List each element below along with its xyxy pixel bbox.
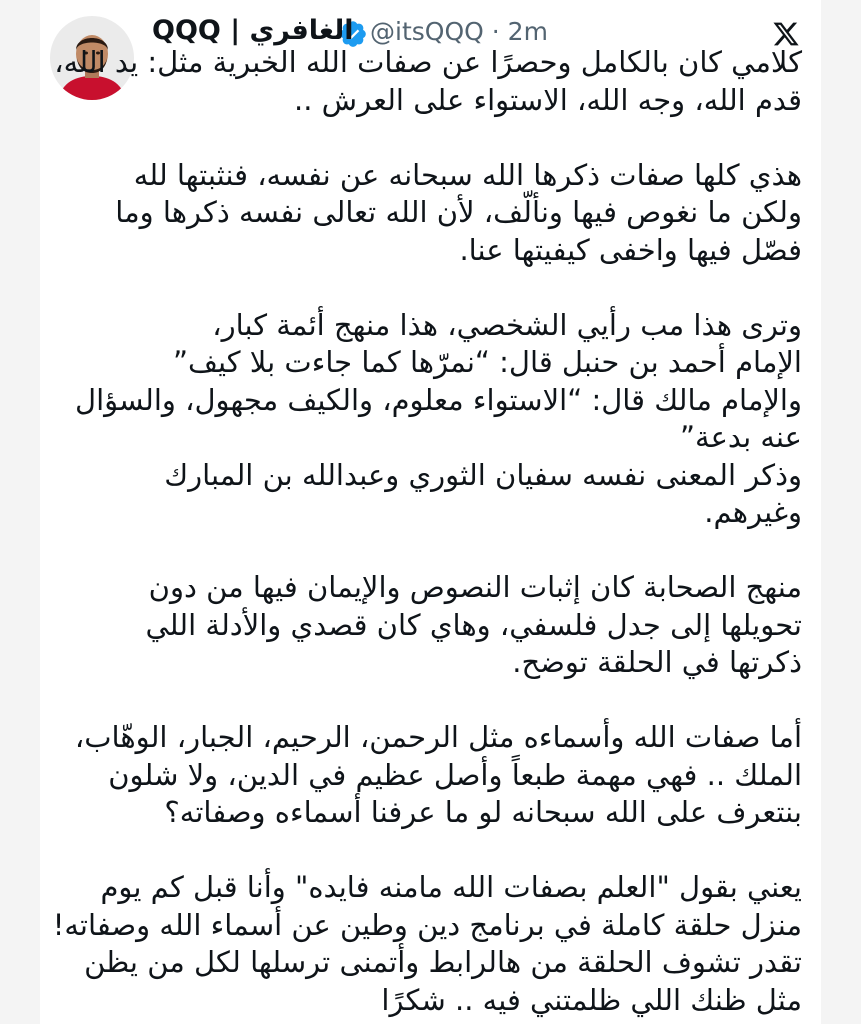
meta-separator: · (491, 17, 500, 46)
tweet-text (52, 44, 802, 1019)
author-display-name[interactable]: QQQ | الغافري (152, 15, 354, 46)
tweet-meta (370, 17, 548, 46)
tweet-line: الملك .. فهي مهمة طبعاً وأصل عظيم في الدين، ولا شلون (108, 757, 802, 792)
tweet-line: منزل حلقة كاملة في برنامج دين وطين عن أسماء الله وصفاته! (52, 907, 802, 942)
tweet-line: الإمام أحمد بن حنبل قال: “نمرّها كما جاءت بلا كيف” (172, 345, 802, 379)
tweet-card (40, 0, 821, 1024)
tweet-line: أما صفات الله وأسماءه مثل الرحمن، الرحيم، الجبار، الوهّاب، (74, 720, 802, 754)
tweet-line: والإمام مالك قال: “الاستواء معلوم، والكيف مجهول، والسؤال (75, 382, 802, 417)
tweet-line: وترى هذا مب رأيي الشخصي، هذا منهج أئمة كبار، (212, 307, 802, 342)
tweet-line: بنتعرف على الله سبحانه لو ما عرفنا أسماءه وصفاته؟ (164, 795, 802, 829)
tweet-line: هذي كلها صفات ذكرها الله سبحانه عن نفسه، فنثبتها لله (133, 157, 802, 192)
paragraph-gap (152, 682, 802, 720)
paragraph-gap (152, 532, 802, 570)
tweet-line: فصّل فيها واخفى كيفيتها عنا. (459, 232, 802, 267)
tweet-line: ذكرتها في الحلقة توضح. (512, 645, 802, 679)
paragraph-gap (152, 832, 802, 870)
tweet-line: تحويلها إلى جدل فلسفي، وهاي كان قصدي والأدلة اللي (145, 607, 802, 642)
tweet-line: منهج الصحابة كان إثبات النصوص والإيمان فيها من دون (148, 570, 802, 604)
paragraph-gap (152, 119, 802, 157)
tweet-line: وذكر المعنى نفسه سفيان الثوري وعبدالله بن المبارك (164, 457, 802, 492)
tweet-line: يعني بقول "العلم بصفات الله مامنه فايده" وأنا قبل كم يوم (100, 870, 802, 904)
tweet-line: عنه بدعة” (680, 420, 802, 454)
tweet-line: تقدر تشوف الحلقة من هالرابط وأتمنى ترسلها لكل من يظن (84, 945, 802, 979)
tweet-line: ولكن ما نغوص فيها ونألّف، لأن الله تعالى نفسه ذكرها وما (115, 195, 802, 229)
tweet-line: قدم الله، وجه الله، الاستواء على العرش .. (294, 82, 802, 117)
tweet-timestamp[interactable]: 2m (507, 17, 548, 46)
tweet-line: وغيرهم. (704, 495, 802, 529)
tweet-line: مثل ظنك اللي ظلمتني فيه .. شكرًا (381, 982, 802, 1017)
tweet-line: كلامي كان بالكامل وحصرًا عن صفات الله الخبرية مثل: يد الله، (54, 45, 802, 79)
author-handle[interactable]: @itsQQQ (370, 17, 484, 46)
paragraph-gap (152, 269, 802, 307)
